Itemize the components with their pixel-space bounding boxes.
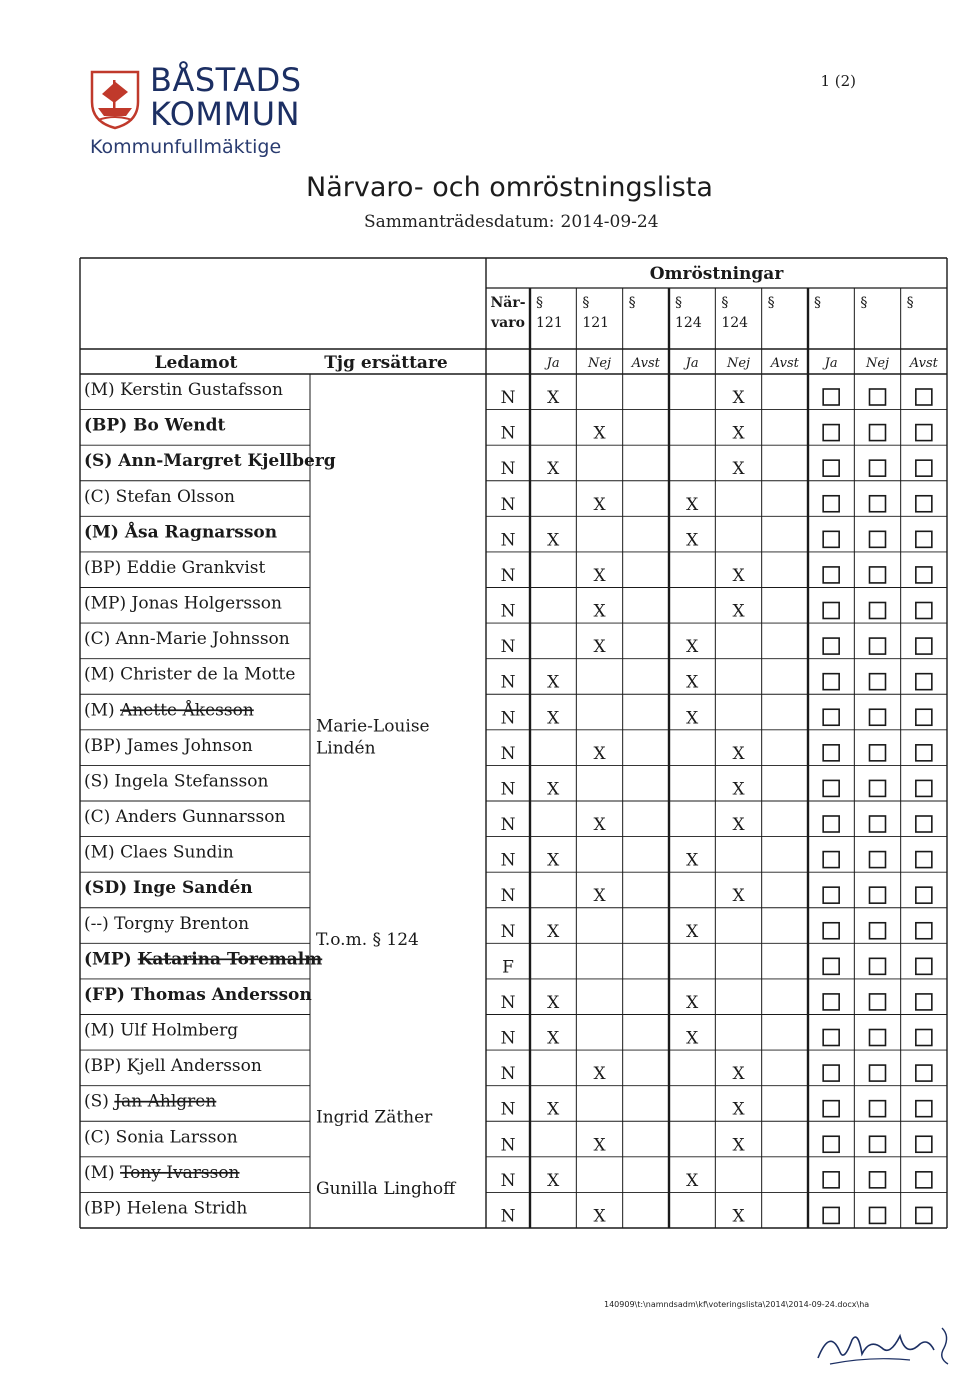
- member-party: (MP): [84, 949, 138, 970]
- member-party: (--) Torgny Brenton: [84, 913, 250, 934]
- empty-checkbox-icon: [870, 603, 886, 619]
- vote-mark: X: [547, 530, 560, 551]
- meeting-date-value: 2014-09-24: [560, 212, 659, 232]
- vote-mark: X: [732, 815, 745, 835]
- empty-checkbox-icon: [916, 1172, 932, 1188]
- vote-mark: X: [593, 1064, 606, 1085]
- member-name: [84, 1056, 262, 1076]
- struck-member-name: Jan Ahlgren: [114, 1091, 217, 1112]
- member-party: (C) Ann-Marie Johnsson: [84, 629, 290, 650]
- empty-checkbox-icon: [916, 389, 932, 405]
- empty-checkbox-icon: [916, 603, 932, 619]
- member-name: [84, 629, 290, 649]
- vote-option-label: Avst: [909, 356, 938, 371]
- presence-mark: N: [500, 1206, 516, 1227]
- vote-mark: X: [593, 601, 606, 622]
- member-name: [84, 520, 277, 542]
- empty-checkbox-icon: [870, 709, 886, 725]
- presence-mark: N: [500, 850, 516, 871]
- struck-member-name: Katarina Toremalm: [137, 949, 323, 970]
- empty-checkbox-icon: [870, 1136, 886, 1152]
- empty-checkbox-icon: [916, 460, 932, 476]
- member-name: [84, 914, 249, 934]
- empty-checkbox-icon: [916, 887, 932, 903]
- presence-mark: N: [500, 815, 516, 835]
- vote-mark: X: [593, 743, 606, 764]
- empty-checkbox-icon: [823, 816, 839, 832]
- empty-checkbox-icon: [870, 887, 886, 903]
- empty-checkbox-icon: [916, 852, 932, 868]
- vote-mark: X: [732, 565, 745, 586]
- paragraph-symbol: §: [536, 295, 543, 311]
- vote-mark: X: [593, 815, 606, 835]
- presence-mark: N: [500, 708, 516, 729]
- member-party: (M) Claes Sundin: [84, 842, 234, 863]
- empty-checkbox-icon: [823, 1030, 839, 1046]
- empty-checkbox-icon: [916, 1207, 932, 1223]
- member-name: [84, 1127, 238, 1147]
- empty-checkbox-icon: [823, 709, 839, 725]
- empty-checkbox-icon: [916, 745, 932, 761]
- paragraph-symbol: §: [582, 295, 590, 311]
- empty-checkbox-icon: [870, 460, 886, 476]
- vote-mark: X: [547, 708, 560, 729]
- empty-checkbox-icon: [916, 1101, 932, 1117]
- empty-checkbox-icon: [916, 638, 932, 654]
- empty-checkbox-icon: [870, 1030, 886, 1046]
- paragraph-number: 121: [582, 315, 610, 331]
- member-name: [84, 487, 235, 507]
- member-party: (SD) Inge Sandén: [84, 878, 253, 899]
- member-party: (M): [84, 1162, 121, 1183]
- paragraph-symbol: §: [767, 295, 775, 311]
- empty-checkbox-icon: [916, 958, 932, 974]
- vote-mark: X: [686, 921, 699, 942]
- empty-checkbox-icon: [823, 958, 839, 974]
- member-name: [84, 807, 285, 827]
- member-name: [84, 878, 253, 898]
- member-name: [84, 771, 268, 791]
- member-name: [84, 699, 254, 720]
- empty-checkbox-icon: [823, 923, 839, 939]
- vote-option-label: Avst: [631, 356, 660, 371]
- presence-mark: N: [500, 637, 516, 658]
- member-party: (BP) Eddie Grankvist: [84, 557, 266, 578]
- presence-mark: N: [500, 494, 516, 515]
- document-title: Närvaro- och omröstningslista: [306, 172, 713, 203]
- empty-checkbox-icon: [870, 923, 886, 939]
- vote-option-label: Avst: [770, 356, 799, 371]
- vote-mark: X: [593, 886, 606, 907]
- empty-checkbox-icon: [916, 994, 932, 1010]
- vote-option-label: Ja: [685, 356, 699, 371]
- presence-mark: N: [500, 423, 516, 444]
- substitute-name: T.o.m. § 124: [316, 929, 419, 950]
- empty-checkbox-icon: [823, 425, 839, 441]
- vote-option-label: Ja: [546, 356, 560, 371]
- empty-checkbox-icon: [870, 852, 886, 868]
- vote-mark: X: [686, 992, 699, 1013]
- presence-mark: N: [500, 601, 516, 622]
- member-party: (FP) Thomas Andersson: [84, 984, 312, 1005]
- member-party: (BP) Bo Wendt: [84, 415, 226, 436]
- vote-mark: X: [593, 1135, 606, 1156]
- empty-checkbox-icon: [916, 923, 932, 939]
- vote-mark: X: [547, 921, 560, 942]
- vote-mark: X: [686, 672, 699, 693]
- substitute-name: Ingrid Zäther: [316, 1107, 433, 1128]
- presence-mark: N: [500, 886, 516, 907]
- member-name: [84, 594, 282, 614]
- paragraph-symbol: §: [721, 295, 729, 311]
- empty-checkbox-icon: [916, 816, 932, 832]
- presence-mark: N: [500, 743, 516, 764]
- empty-checkbox-icon: [916, 1136, 932, 1152]
- member-party: (M) Christer de la Motte: [84, 664, 296, 685]
- organisation-name-line1: BÅSTADS: [150, 61, 302, 99]
- substitute-name: Marie-Louise: [316, 716, 430, 737]
- vote-mark: X: [547, 1170, 560, 1191]
- empty-checkbox-icon: [823, 852, 839, 868]
- vote-mark: X: [686, 1028, 699, 1049]
- vote-option-label: Nej: [587, 356, 612, 371]
- member-party: (M) Ulf Holmberg: [84, 1020, 239, 1041]
- presence-header: När-: [490, 295, 526, 311]
- vote-mark: X: [547, 850, 560, 871]
- member-name: [84, 985, 312, 1005]
- vote-mark: X: [732, 1206, 745, 1227]
- empty-checkbox-icon: [823, 460, 839, 476]
- member-party: (M): [84, 700, 121, 721]
- vote-mark: X: [732, 388, 745, 408]
- paragraph-symbol: §: [860, 295, 868, 311]
- empty-checkbox-icon: [870, 1065, 886, 1081]
- meeting-date-label: Sammanträdesdatum:: [364, 212, 555, 232]
- paragraph-symbol: §: [628, 295, 636, 311]
- vote-mark: X: [593, 1206, 606, 1227]
- presence-mark: N: [500, 1099, 516, 1120]
- member-party: (C) Anders Gunnarsson: [84, 807, 286, 827]
- empty-checkbox-icon: [823, 1065, 839, 1081]
- member-name: [84, 665, 295, 685]
- vote-mark: X: [547, 992, 560, 1013]
- presence-mark: N: [500, 672, 516, 693]
- presence-mark: N: [500, 1028, 516, 1049]
- member-name: [84, 1163, 240, 1183]
- presence-mark: N: [500, 388, 516, 408]
- empty-checkbox-icon: [916, 674, 932, 690]
- empty-checkbox-icon: [870, 816, 886, 832]
- vote-mark: X: [547, 388, 560, 408]
- member-party: (M) Kerstin Gustafsson: [84, 380, 283, 400]
- empty-checkbox-icon: [870, 638, 886, 654]
- member-name: [84, 843, 234, 863]
- vote-mark: X: [686, 494, 699, 515]
- vote-mark: X: [732, 423, 745, 444]
- empty-checkbox-icon: [823, 1101, 839, 1117]
- empty-checkbox-icon: [870, 567, 886, 583]
- empty-checkbox-icon: [823, 531, 839, 547]
- vote-mark: X: [547, 672, 560, 693]
- empty-checkbox-icon: [823, 603, 839, 619]
- empty-checkbox-icon: [916, 709, 932, 725]
- member-party: (C) Stefan Olsson: [84, 486, 235, 507]
- paragraph-number: 124: [675, 315, 702, 331]
- file-path: 140909\t:\namndsadm\kf\voteringslista\2014\2014-09-24.docx\ha: [604, 1300, 870, 1309]
- vote-option-label: Nej: [865, 356, 890, 371]
- vote-mark: X: [593, 494, 606, 515]
- presence-mark: N: [500, 1135, 516, 1156]
- vote-mark: X: [732, 459, 745, 480]
- presence-header: varo: [491, 315, 525, 331]
- empty-checkbox-icon: [823, 389, 839, 405]
- handwritten-signature: [810, 1318, 960, 1373]
- member-party: (S): [84, 1091, 115, 1112]
- vote-mark: X: [686, 530, 699, 551]
- vote-mark: X: [732, 601, 745, 622]
- empty-checkbox-icon: [916, 496, 932, 512]
- organisation-name-line2: KOMMUN: [150, 95, 300, 133]
- substitute-name: Gunilla Linghoff: [316, 1178, 456, 1199]
- vote-mark: X: [547, 779, 560, 800]
- empty-checkbox-icon: [870, 496, 886, 512]
- empty-checkbox-icon: [916, 567, 932, 583]
- empty-checkbox-icon: [916, 425, 932, 441]
- member-party: (BP) Kjell Andersson: [84, 1056, 262, 1077]
- substitute-name: Lindén: [316, 738, 376, 759]
- struck-member-name: Tony Ivarsson: [120, 1162, 240, 1183]
- vote-mark: X: [732, 886, 745, 907]
- vote-mark: X: [593, 423, 606, 444]
- page-number: 1 (2): [820, 72, 856, 90]
- member-party: (S) Ingela Stefansson: [84, 771, 269, 792]
- empty-checkbox-icon: [870, 674, 886, 690]
- struck-member-name: Anette Åkesson: [120, 700, 254, 721]
- substitute-column-header: Tjg ersättare: [324, 353, 448, 373]
- empty-checkbox-icon: [823, 1136, 839, 1152]
- vote-mark: X: [686, 708, 699, 729]
- vote-mark: X: [593, 637, 606, 658]
- member-party: (MP) Jonas Holgersson: [84, 593, 282, 614]
- presence-mark: N: [500, 459, 516, 480]
- member-party: (BP) James Johnson: [84, 735, 253, 756]
- presence-mark: N: [500, 779, 516, 800]
- presence-mark: N: [500, 992, 516, 1013]
- organisation-subtitle: Kommunfullmäktige: [90, 136, 282, 158]
- presence-mark: N: [500, 1170, 516, 1191]
- member-party: (M) Åsa Ragnarsson: [84, 522, 278, 543]
- member-name: [84, 1198, 247, 1218]
- presence-mark: N: [500, 921, 516, 942]
- member-name: [84, 736, 253, 756]
- vote-mark: X: [732, 1099, 745, 1120]
- member-column-header: Ledamot: [154, 353, 238, 373]
- vote-mark: X: [547, 459, 560, 480]
- empty-checkbox-icon: [916, 1065, 932, 1081]
- member-name: [84, 1021, 238, 1041]
- votes-group-header: Omröstningar: [649, 264, 784, 284]
- presence-mark: F: [502, 957, 514, 978]
- empty-checkbox-icon: [823, 1172, 839, 1188]
- empty-checkbox-icon: [870, 994, 886, 1010]
- empty-checkbox-icon: [823, 638, 839, 654]
- member-name: [84, 558, 266, 578]
- presence-mark: N: [500, 530, 516, 551]
- empty-checkbox-icon: [823, 674, 839, 690]
- empty-checkbox-icon: [823, 887, 839, 903]
- empty-checkbox-icon: [916, 780, 932, 796]
- empty-checkbox-icon: [870, 745, 886, 761]
- empty-checkbox-icon: [916, 531, 932, 547]
- vote-mark: X: [593, 565, 606, 586]
- vote-mark: X: [686, 637, 699, 658]
- empty-checkbox-icon: [870, 425, 886, 441]
- member-name: [84, 949, 322, 969]
- paragraph-number: 124: [721, 315, 749, 331]
- empty-checkbox-icon: [916, 1030, 932, 1046]
- empty-checkbox-icon: [870, 1172, 886, 1188]
- vote-option-label: Nej: [726, 356, 751, 371]
- member-name: [84, 1092, 216, 1112]
- empty-checkbox-icon: [870, 958, 886, 974]
- paragraph-number: 121: [536, 315, 563, 331]
- empty-checkbox-icon: [823, 780, 839, 796]
- vote-mark: X: [686, 1170, 699, 1191]
- presence-mark: N: [500, 1064, 516, 1085]
- empty-checkbox-icon: [870, 389, 886, 405]
- vote-mark: X: [732, 1135, 745, 1156]
- empty-checkbox-icon: [823, 496, 839, 512]
- vote-option-label: Ja: [824, 356, 838, 371]
- member-name: [84, 451, 336, 471]
- paragraph-symbol: §: [675, 295, 682, 311]
- member-name: [84, 380, 283, 400]
- vote-mark: X: [547, 1099, 560, 1120]
- empty-checkbox-icon: [870, 780, 886, 796]
- empty-checkbox-icon: [823, 1207, 839, 1223]
- member-party: (C) Sonia Larsson: [84, 1127, 238, 1148]
- empty-checkbox-icon: [870, 1101, 886, 1117]
- empty-checkbox-icon: [870, 1207, 886, 1223]
- presence-mark: N: [500, 565, 516, 586]
- vote-mark: X: [732, 779, 745, 800]
- empty-checkbox-icon: [870, 531, 886, 547]
- vote-mark: X: [732, 1064, 745, 1085]
- member-name: [84, 416, 226, 436]
- vote-mark: X: [732, 743, 745, 764]
- paragraph-symbol: §: [814, 295, 821, 311]
- empty-checkbox-icon: [823, 567, 839, 583]
- vote-mark: X: [686, 850, 699, 871]
- empty-checkbox-icon: [823, 745, 839, 761]
- vote-mark: X: [547, 1028, 560, 1049]
- member-party: (BP) Helena Stridh: [84, 1198, 248, 1219]
- empty-checkbox-icon: [823, 994, 839, 1010]
- member-party: (S) Ann-Margret Kjellberg: [84, 451, 336, 472]
- paragraph-symbol: §: [906, 295, 914, 311]
